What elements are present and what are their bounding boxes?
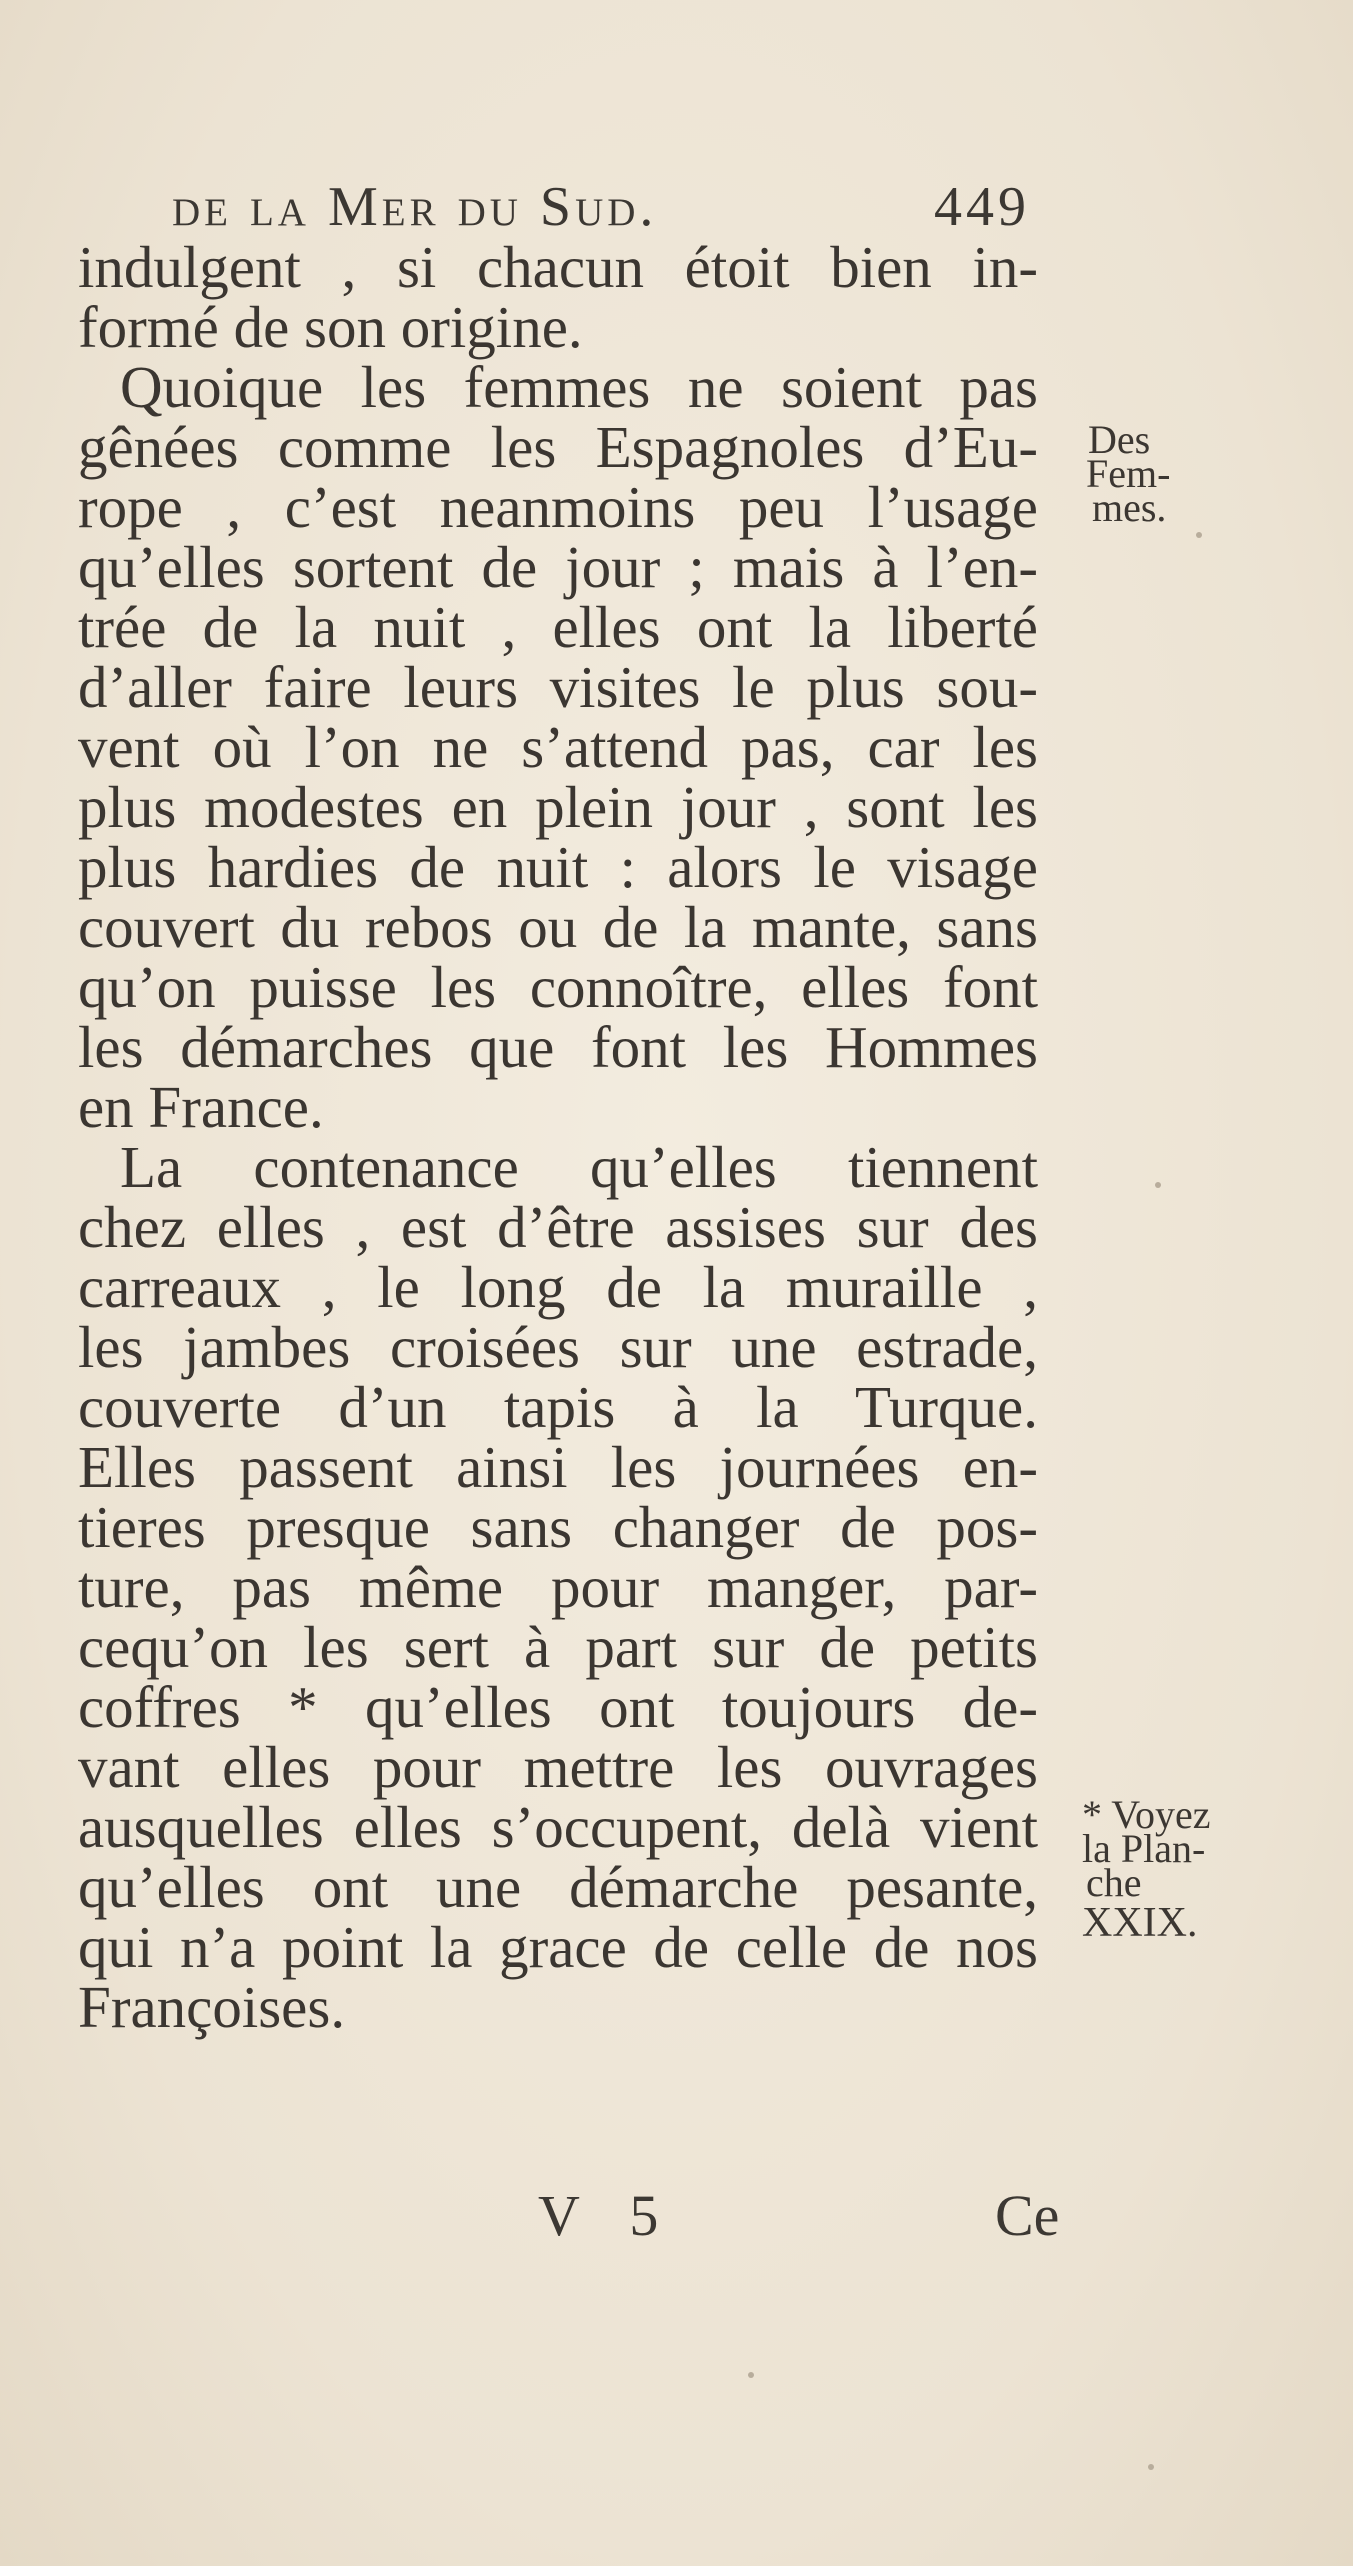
text-line: formé de son origine. [78, 294, 583, 360]
text-line: cequ’on les sert à part sur de petits [78, 1614, 1038, 1680]
text-line: les démarches que font les Hommes [78, 1014, 1038, 1080]
text-line: couverte d’un tapis à la Turque. [78, 1374, 1038, 1440]
text-line: plus modestes en plein jour , sont les [78, 774, 1038, 840]
margin-note-line: Des [1088, 417, 1151, 462]
text-line: couvert du rebos ou de la mante, sans [78, 894, 1038, 960]
text-line: qu’elles sortent de jour ; mais à l’en- [78, 534, 1038, 600]
paper-speck [748, 2372, 754, 2378]
text-line: coffres * qu’elles ont toujours de- [78, 1674, 1038, 1740]
paper-speck [1155, 1182, 1161, 1188]
margin-note-women [1086, 417, 1171, 530]
margin-note-line: mes. [1092, 485, 1167, 530]
text-line: d’aller faire leurs visites le plus sou- [78, 654, 1038, 720]
catchword: Ce [995, 2183, 1060, 2248]
margin-note-line: la Plan- [1082, 1826, 1206, 1871]
text-line: ausquelles elles s’occupent, delà vient [78, 1794, 1038, 1860]
text-line: La contenance qu’elles tiennent [120, 1134, 1038, 1200]
page-number: 449 [934, 176, 1030, 238]
margin-note-line: Fem- [1086, 451, 1171, 496]
signature-mark: V 5 [538, 2183, 677, 2248]
margin-note-line: che [1086, 1860, 1142, 1905]
text-line: en France. [78, 1074, 324, 1140]
text-line: Françoises. [78, 1974, 346, 2040]
text-line: vant elles pour mettre les ouvrages [78, 1734, 1038, 1800]
margin-note-plate [1082, 1792, 1211, 1946]
paper-speck [1148, 2464, 1154, 2470]
text-line: Quoique les femmes ne soient pas [120, 354, 1038, 420]
text-line: qu’elles ont une démarche pesante, [78, 1854, 1038, 1920]
text-line: ture, pas même pour manger, par- [78, 1554, 1038, 1620]
text-line: trée de la nuit , elles ont la liberté [78, 594, 1038, 660]
running-title: de la Mer du Sud. [172, 176, 658, 238]
text-line: qu’on puisse les connoître, elles font [78, 954, 1038, 1020]
margin-note-line: XXIX. [1082, 1900, 1198, 1946]
paper-speck [1196, 532, 1202, 538]
text-line: vent où l’on ne s’attend pas, car les [78, 714, 1038, 780]
text-line: rope , c’est neanmoins peu l’usage [78, 474, 1038, 540]
text-line: carreaux , le long de la muraille , [78, 1254, 1038, 1320]
margin-note-line: * Voyez [1082, 1792, 1211, 1837]
body-text [78, 234, 1038, 2040]
text-line: gênées comme les Espagnoles d’Eu- [78, 414, 1038, 480]
text-line: plus hardies de nuit : alors le visage [78, 834, 1038, 900]
text-line: chez elles , est d’être assises sur des [78, 1194, 1038, 1260]
text-line: indulgent , si chacun étoit bien in- [78, 234, 1038, 300]
page-footer [0, 2182, 1353, 2252]
text-line: les jambes croisées sur une estrade, [78, 1314, 1038, 1380]
text-line: Elles passent ainsi les journées en- [78, 1434, 1038, 1500]
text-line: tieres presque sans changer de pos- [78, 1494, 1038, 1560]
text-line: qui n’a point la grace de celle de nos [78, 1914, 1038, 1980]
